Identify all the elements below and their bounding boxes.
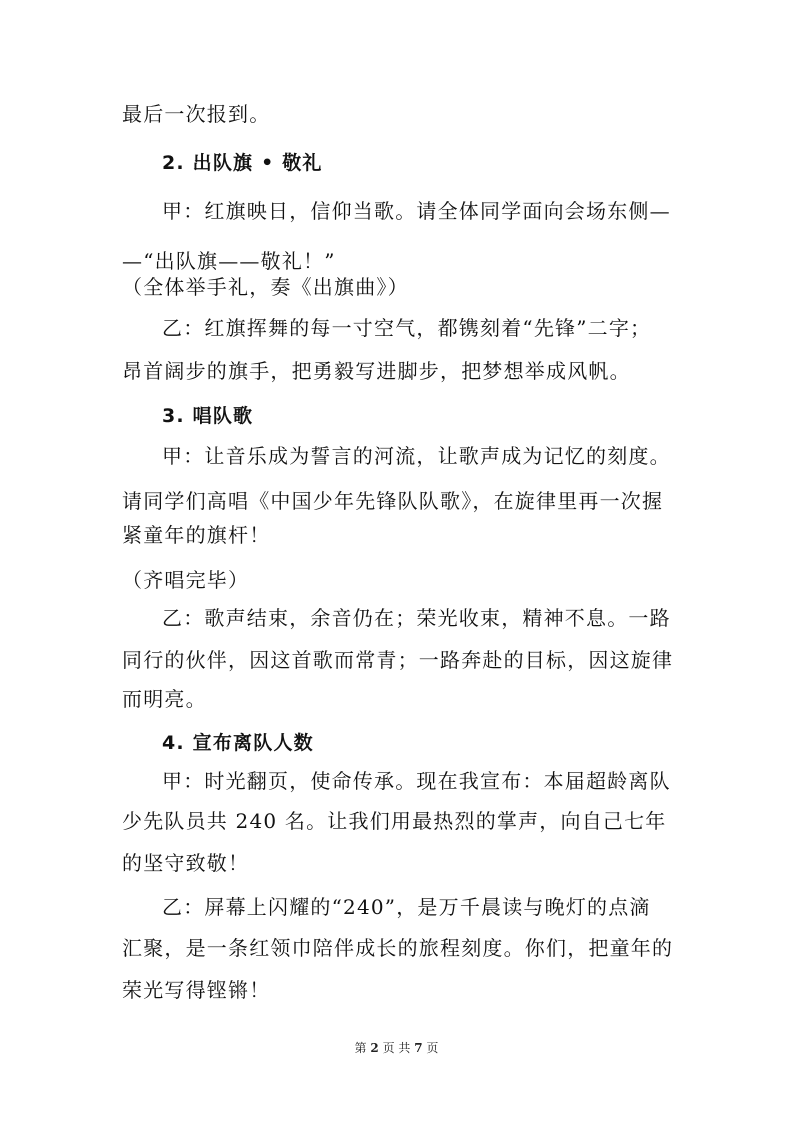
current-page-number: 2: [370, 1041, 379, 1055]
stage-direction: （全体举手礼，奏《出旗曲》）: [122, 275, 409, 299]
text-line: 而明亮。: [122, 687, 207, 711]
text-line: 少先队员共 240 名。让我们用最热烈的掌声，向自己七年: [122, 809, 667, 833]
footer-suffix: 页: [426, 1041, 439, 1055]
text-line: 甲：红旗映日，信仰当歌。请全体同学面向会场东侧—: [162, 199, 671, 223]
text-line: 最后一次报到。: [122, 102, 271, 126]
text-line: 乙：红旗挥舞的每一寸空气，都镌刻着“先锋”二字；: [162, 316, 652, 340]
text-line: 的坚守致敬！: [122, 851, 250, 875]
total-page-number: 7: [414, 1041, 423, 1055]
page-footer: [0, 1040, 793, 1056]
text-line: 请同学们高唱《中国少年先锋队队歌》，在旋律里再一次握: [122, 489, 664, 513]
section-heading: 3. 唱队歌: [162, 405, 254, 427]
stage-direction: （齐唱完毕）: [122, 568, 250, 592]
text-line: 乙：歌声结束，余音仍在；荣光收束，精神不息。一路: [162, 606, 671, 630]
text-line: 紧童年的旗杆！: [122, 523, 271, 547]
text-line: 同行的伙伴，因这首歌而常青；一路奔赴的目标，因这旋律: [122, 648, 674, 672]
text-line: 汇聚，是一条红领巾陪伴成长的旅程刻度。你们，把童年的: [122, 936, 674, 960]
section-heading: 2. 出队旗 • 敬礼: [162, 152, 323, 174]
text-line: 甲：让音乐成为誓言的河流，让歌声成为记忆的刻度。: [162, 444, 671, 468]
text-line: 昂首阔步的旗手，把勇毅写进脚步，把梦想举成风帆。: [122, 359, 631, 383]
text-line: —“出队旗——敬礼！”: [122, 249, 336, 273]
footer-prefix: 第: [354, 1041, 367, 1055]
text-line: 乙：屏幕上闪耀的“240”，是万千晨读与晚灯的点滴: [162, 895, 651, 919]
text-line: 甲：时光翻页，使命传承。现在我宣布：本届超龄离队: [162, 769, 671, 793]
section-heading: 4. 宣布离队人数: [162, 732, 314, 754]
footer-middle: 页 共: [382, 1041, 411, 1055]
text-line: 荣光写得铿锵！: [122, 978, 271, 1002]
